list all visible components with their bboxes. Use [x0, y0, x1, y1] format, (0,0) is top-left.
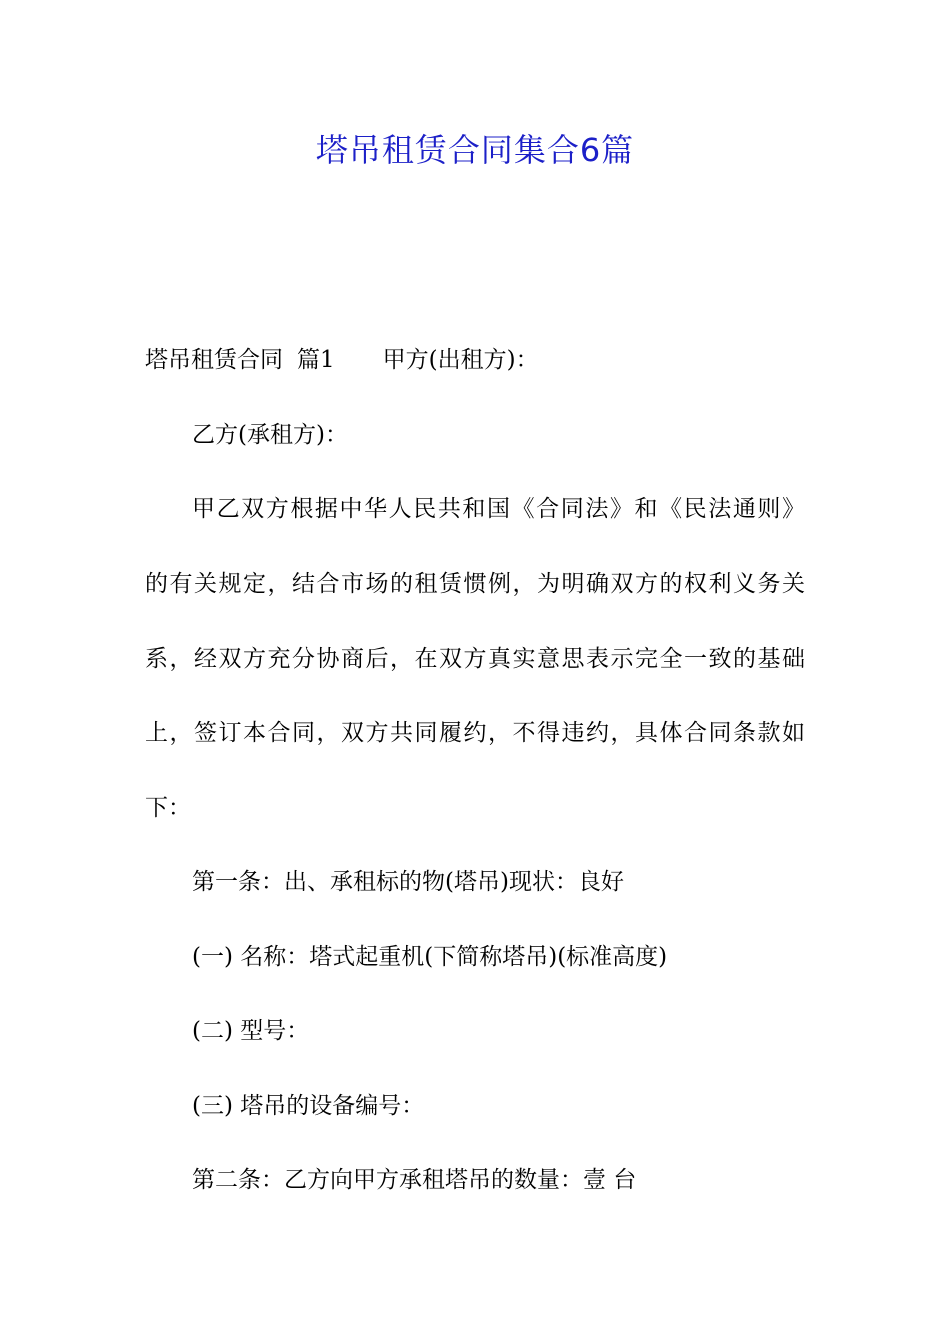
intro-line-3: 系，经双方充分协商后，在双方真实意思表示完全一致的基础 [145, 646, 805, 672]
intro-line-4: 上，签订本合同，双方共同履约，不得违约，具体合同条款如 [145, 720, 805, 746]
item-1: (一) 名称：塔式起重机(下简称塔吊)(标准高度) [192, 944, 668, 970]
document-title: 塔吊租赁合同集合6篇 [315, 131, 635, 169]
item-3: (三) 塔吊的设备编号： [192, 1093, 425, 1119]
section-heading-line [145, 345, 539, 375]
party-a-label: 甲方(出租方)： [382, 347, 539, 373]
article-2: 第二条：乙方向甲方承租塔吊的数量：壹 台 [192, 1167, 637, 1193]
party-b-label: 乙方(承租方)： [192, 422, 348, 448]
intro-line-1: 甲乙双方根据中华人民共和国《合同法》和《民法通则》 [192, 496, 805, 522]
intro-line-2: 的有关规定，结合市场的租赁惯例，为明确双方的权利义务关 [145, 571, 805, 597]
section-heading: 塔吊租赁合同 [145, 347, 283, 373]
article-1: 第一条：出、承租标的物(塔吊)现状：良好 [192, 869, 624, 895]
intro-line-5: 下： [145, 795, 191, 821]
item-2: (二) 型号： [192, 1018, 310, 1044]
section-number: 篇1 [297, 347, 335, 373]
